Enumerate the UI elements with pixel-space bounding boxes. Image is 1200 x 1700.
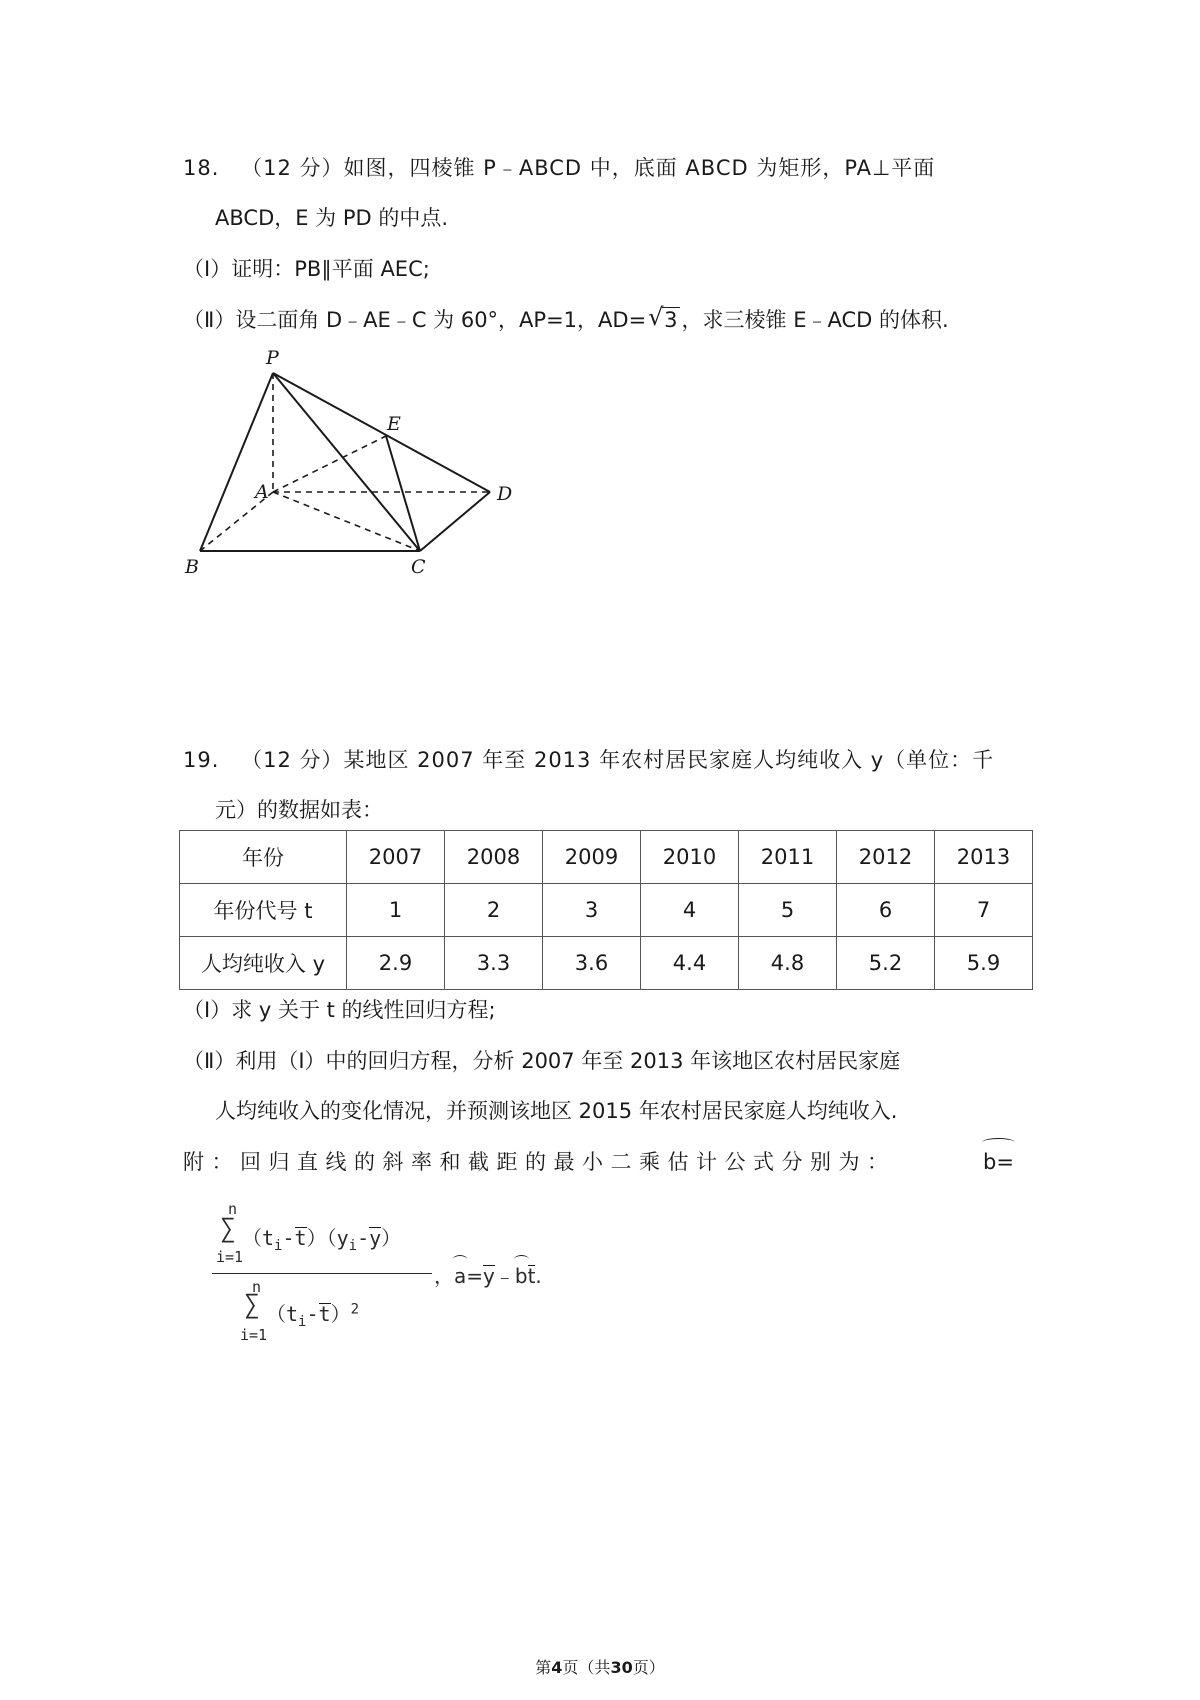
table-cell: 1	[347, 884, 445, 937]
q18-line2: ABCD，E 为 PD 的中点.	[215, 206, 449, 230]
pyramid-figure	[175, 340, 535, 580]
a-hat-expression: ，a=y﹣bt.	[434, 1264, 542, 1288]
q18-part1: （Ⅰ）证明：PB∥平面 AEC;	[183, 257, 430, 281]
table-cell: 5	[739, 884, 837, 937]
table-cell: 2012	[837, 831, 935, 884]
den-sum-lower: i=1	[240, 1326, 268, 1344]
table-cell: 6	[837, 884, 935, 937]
b-hat: b=	[983, 1147, 1014, 1177]
total-pages: 30	[610, 1658, 633, 1677]
table-cell: 7	[935, 884, 1033, 937]
q19-number: 19.	[183, 748, 220, 772]
q18-number: 18.	[183, 156, 220, 180]
table-cell: 2007	[347, 831, 445, 884]
num-sum-upper: n	[228, 1200, 238, 1218]
q18-stem: （12 分）如图，四棱锥 P﹣ABCD 中，底面 ABCD 为矩形，PA⊥平面	[241, 156, 936, 180]
edge-ec	[386, 436, 420, 551]
table-cell: 3.6	[543, 937, 641, 990]
q19-line1	[183, 745, 994, 775]
q19-stem: （12 分）某地区 2007 年至 2013 年农村居民家庭人均纯收入 y（单位：千	[241, 748, 995, 772]
table-cell: 2009	[543, 831, 641, 884]
current-page: 4	[551, 1658, 563, 1677]
q18-part2	[183, 305, 949, 335]
edge-ae	[273, 436, 386, 492]
table-cell: 4.4	[641, 937, 739, 990]
num-sum-lower: i=1	[216, 1248, 244, 1266]
table-header-cell: 年份	[180, 831, 347, 884]
label-b: B	[185, 556, 199, 578]
q19-appendix	[183, 1147, 896, 1177]
q19-part2-line2: 人均纯收入的变化情况，并预测该地区 2015 年农村居民家庭人均纯收入.	[215, 1099, 898, 1123]
table-cell: 5.9	[935, 937, 1033, 990]
table-cell: 3	[543, 884, 641, 937]
edge-pd	[273, 373, 490, 492]
table-cell: 2011	[739, 831, 837, 884]
den-sum-upper: n	[252, 1278, 262, 1296]
edge-pb	[200, 373, 273, 551]
table-cell: 2010	[641, 831, 739, 884]
radical-icon: √	[648, 303, 664, 331]
appendix-text: 附：回归直线的斜率和截距的最小二乘估计公式分别为：	[183, 1150, 896, 1174]
edge-cd	[420, 492, 490, 551]
table-row-code	[180, 884, 1033, 937]
table-cell: 2013	[935, 831, 1033, 884]
den-sum-icon: ∑	[244, 1290, 260, 1320]
q19-part2-line1: （Ⅱ）利用（Ⅰ）中的回归方程，分析 2007 年至 2013 年该地区农村居民家庭	[183, 1049, 901, 1073]
table-header-cell: 年份代号 t	[180, 884, 347, 937]
table-header-cell: 人均纯收入 y	[180, 937, 347, 990]
q19-part1: （Ⅰ）求 y 关于 t 的线性回归方程;	[183, 998, 496, 1022]
label-a: A	[255, 481, 269, 503]
sqrt-radicand: 3	[664, 308, 678, 332]
q19-line2: 元）的数据如表：	[215, 798, 383, 822]
label-p: P	[266, 347, 279, 369]
label-d: D	[497, 483, 513, 505]
fraction-bar	[212, 1273, 432, 1274]
sqrt-3	[648, 305, 679, 335]
table-cell: 2008	[445, 831, 543, 884]
q18-part2-end: ，求三棱锥 E﹣ACD 的体积.	[681, 308, 949, 332]
edge-ac	[273, 492, 420, 551]
q18-line1	[183, 153, 935, 183]
label-c: C	[411, 556, 426, 578]
table-cell: 2.9	[347, 937, 445, 990]
table-cell: 5.2	[837, 937, 935, 990]
table-cell: 2	[445, 884, 543, 937]
numerator-expression: $(t_i-t)(y_i-y)$	[242, 1226, 402, 1254]
table-row-income	[180, 937, 1033, 990]
q18-part2-start: （Ⅱ）设二面角 D﹣AE﹣C 为 60°，AP=1，AD=	[183, 308, 647, 332]
table-cell: 3.3	[445, 937, 543, 990]
appendix-b-hat	[983, 1147, 1014, 1177]
income-table	[179, 830, 1033, 990]
num-sum-icon: ∑	[220, 1214, 236, 1244]
table-cell: 4	[641, 884, 739, 937]
edge-pc	[273, 373, 420, 551]
label-e: E	[387, 413, 401, 435]
table-cell: 4.8	[739, 937, 837, 990]
denominator-expression: $(t_i-t)^2$	[266, 1301, 360, 1330]
table-row-year	[180, 831, 1033, 884]
page-footer: 第4页（共30页）	[535, 1658, 665, 1677]
